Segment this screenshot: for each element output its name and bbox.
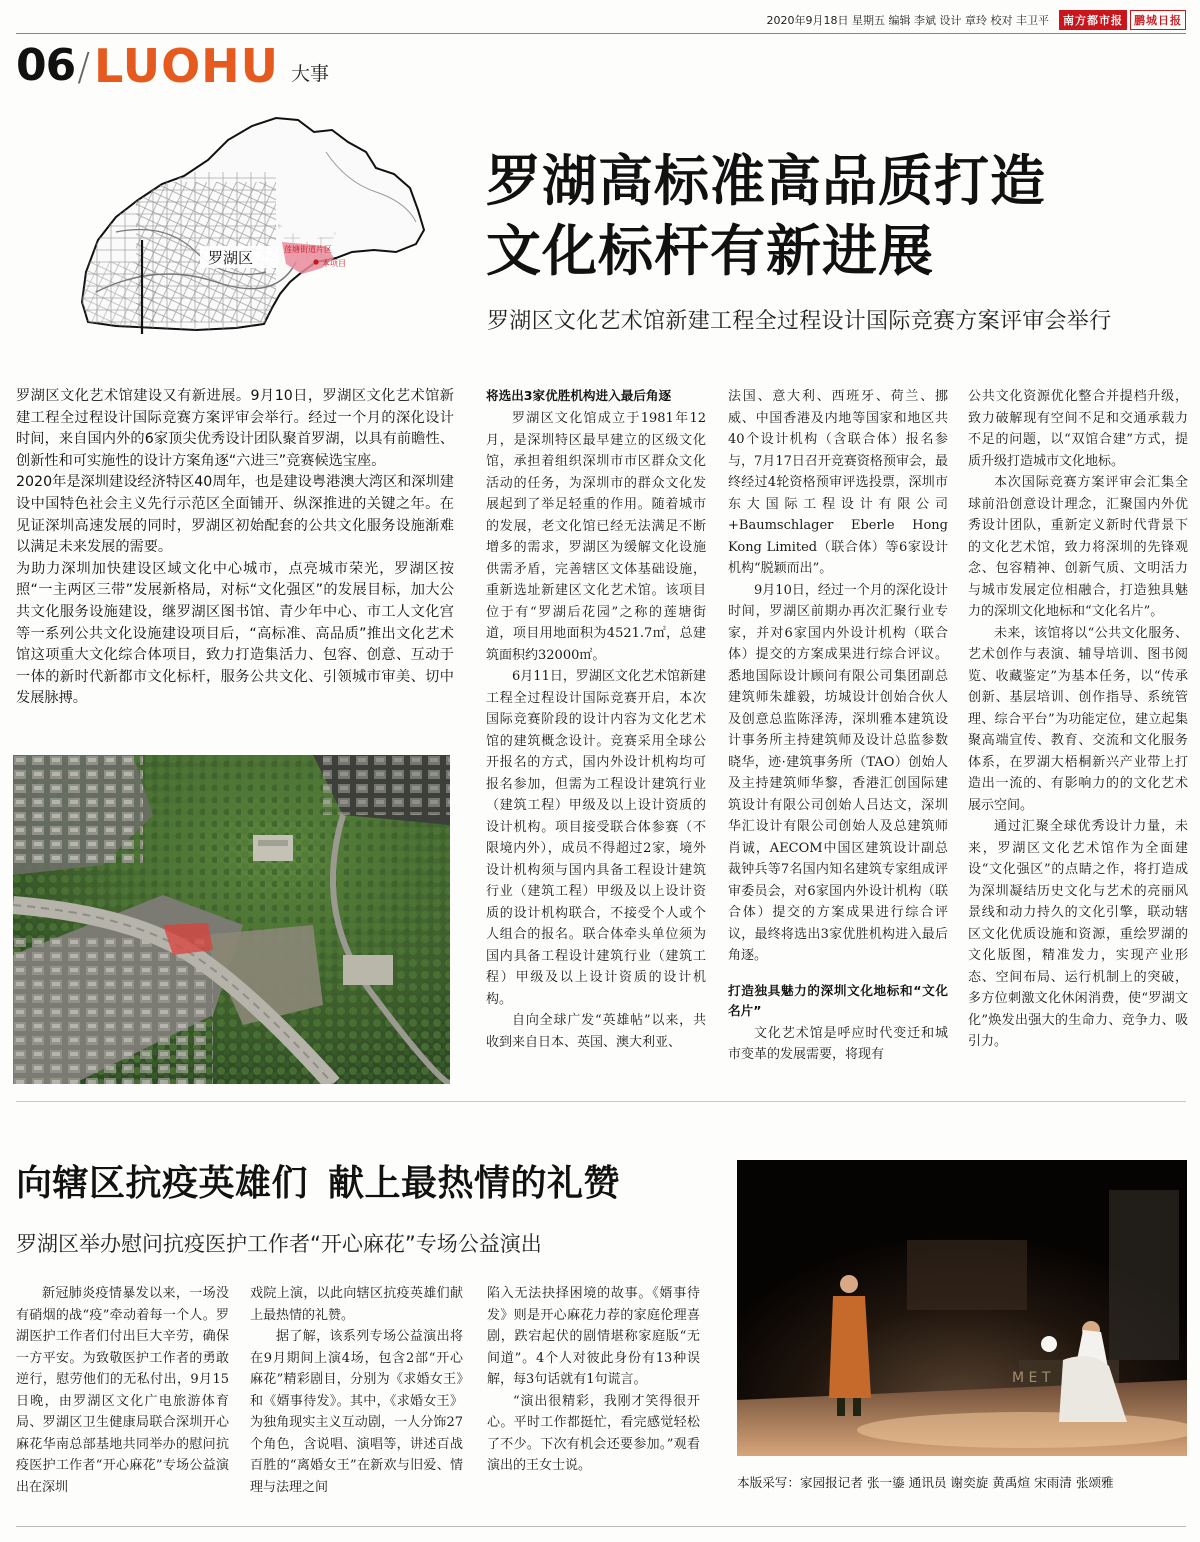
article2-column-1 (16, 1283, 229, 1498)
article2-column-3 (487, 1283, 700, 1477)
satellite-photo-graphic (13, 755, 450, 1084)
main-deck: 罗湖区文化艺术馆新建工程全过程设计国际竞赛方案评审会举行 (487, 309, 1112, 334)
article1-column-3 (968, 386, 1188, 1053)
body-paragraph: 自向全球广发“英雄帖”以来，共收到来自日本、英国、澳大利亚、 (486, 1013, 706, 1050)
district-map-graphic (76, 112, 436, 334)
article1-column-1 (486, 386, 706, 1053)
map-project-label: 本项目 (322, 259, 346, 268)
subhead-finalists: 将选出3家优胜机构进入最后角逐 (486, 388, 672, 403)
district-map (76, 112, 436, 334)
body-paragraph: 法国、意大利、西班牙、荷兰、挪威、中国香港及内地等国家和地区共40个设计机构（含联合体）报名参与，7月17日召开竞赛资格预审会，最终经过4轮资格预审评选投票，深圳市东大国际工程设计有限公司+Baumschlager Eberle Hong Kong Limited（联合体）等6家设计机构“脱颖而出”。 (728, 389, 948, 576)
body-paragraph: 陷入无法抉择困境的故事。《婿事待发》则是开心麻花力荐的家庭伦理喜剧，跌宕起伏的剧情堪称家庭版“无间道”。4个人对彼此身份有13种误解，每3句话就有1句谎言。 (487, 1286, 700, 1387)
masthead-info: 2020年9月18日 星期五 编辑 李斌 设计 章玲 校对 丰卫平 (766, 14, 1049, 27)
subhead-landmark: 打造独具魅力的深圳文化地标和“文化名片” (728, 982, 948, 1018)
bottom-divider (16, 1526, 1186, 1527)
top-divider (16, 33, 1186, 34)
lead-paragraph: 为助力深圳加快建设区域文化中心城市，点亮城市荣光，罗湖区按照“一主两区三带”发展新格局，对标“文化强区”的发展目标，加大公共文化服务设施建设，继罗湖区图书馆、青少年中心、市工人文化宫等一系列公共文化设施建设项目后，“高标准、高品质”推出文化艺术馆这项重大文化综合体项目，致力打造集活力、包容、创意、互动于一体的新时代新都市文化标杆，服务公共文化、引领城市审美、切中发展脉搏。 (16, 560, 454, 707)
article-divider (16, 1101, 1186, 1102)
article1-column-2 (728, 386, 948, 1066)
satellite-photo (13, 755, 450, 1084)
slash-divider: / (77, 45, 91, 89)
stage-photo (737, 1160, 1187, 1456)
lead-paragraph: 罗湖区文化艺术馆建设又有新进展。9月10日，罗湖区文化艺术馆新建工程全过程设计国际竞赛方案评审会举行。经过一个月的深化设计时间，来自国内外的6家顶尖优秀设计团队聚首罗湖，以具有前瞻性、创新性和可实施性的设计方案角逐“六进三”竞赛候选宝座。 (16, 388, 454, 469)
second-deck: 罗湖区举办慰问抗疫医护工作者“开心麻花”专场公益演出 (16, 1232, 542, 1256)
brand-logo (1059, 10, 1186, 30)
masthead-bar (16, 8, 1186, 32)
body-paragraph: 公共文化资源优化整合并提档升级，致力破解现有空间不足和交通承载力不足的问题，以“双馆合建”方式，提质升级打造城市文化地标。 (968, 389, 1188, 469)
body-paragraph: 据了解，该系列专场公益演出将在9月期间上演4场，包含2部“开心麻花”精彩剧目，分别为《求婚女王》和《婿事待发》。其中，《求婚女王》为独角现实主义互动剧，一人分饰27个角色，含说唱、演唱等，讲述百战百胜的“离婚女王”在新欢与旧爱、情理与法理之间 (250, 1329, 463, 1495)
body-paragraph: 9月10日，经过一个月的深化设计时间，罗湖区前期办再次汇聚行业专家，并对6家国内外设计机构（联合体）提交的方案成果进行综合评议。悉地国际设计顾问有限公司集团副总建筑师朱雄毅，坊城设计创始合伙人及创意总监陈泽涛，深圳雅本建筑设计事务所主持建筑师及设计总监参数晓华，迹·建筑事务所（TAO）创始人及主持建筑师华黎，香港汇创国际建筑设计有限公司创始人吕达文，深圳华汇设计有限公司创始人及总建筑师肖诚，AECOM中国区建筑设计副总裁钟兵等7名国内知名建筑专家组成评审委员会，对6家国内外设计机构（联合体）提交的方案成果进行综合评议，最终将选出3家优胜机构进入最后角逐。 (728, 582, 948, 963)
page-number: 06 (16, 40, 76, 91)
lead-paragraph: 2020年是深圳建设经济特区40周年，也是建设粤港澳大湾区和深圳建设中国特色社会主义先行示范区全面铺开、纵深推进的关键之年。在见证深圳高速发展的同时，罗湖区初始配套的公共文化服务设施渐难以满足未来发展的需要。 (16, 474, 454, 556)
map-area-label: 莲塘街道片区 (284, 245, 332, 254)
second-headline (16, 1162, 620, 1206)
reporter-credit: 本版采写：家园报记者 张一鎏 通讯员 谢奕旋 黄禹煊 宋雨清 张颂雅 (737, 1475, 1114, 1490)
paper-name: 南方都市报 (1059, 10, 1127, 30)
page-header (16, 38, 330, 93)
body-paragraph: 戏院上演，以此向辖区抗疫英雄们献上最热情的礼赞。 (250, 1286, 463, 1323)
subsection-title: 大事 (291, 63, 330, 85)
body-paragraph: “演出很精彩，我刚才笑得很开心。平时工作都挺忙，看完感觉轻松了不少。下次有机会还要参加。”观看演出的王女士说。 (487, 1393, 700, 1473)
body-paragraph: 未来，该馆将以“公共文化服务、艺术创作与表演、辅导培训、图书阅览、收藏鉴定”为基本任务，以“传承创新、基层培训、创作指导、系统管理、综合平台”为功能定位，建立起集聚高端宣传、教育、交流和文化服务体系，在罗湖大梧桐新兴产业带上打造出一流的、有影响力的的文化艺术展示空间。 (968, 625, 1188, 813)
body-paragraph: 新冠肺炎疫情暴发以来，一场没有硝烟的战“疫”牵动着每一个人。罗湖医护工作者们付出巨大辛劳，确保一方平安。为致敬医护工作者的勇敢逆行，慰劳他们的无私付出，9月15日晚，由罗湖区文化广电旅游体育局、罗湖区卫生健康局联合深圳开心麻花华南总部基地共同举办的慰问抗疫医护工作者“开心麻花”专场公益演出在深圳 (16, 1286, 229, 1495)
body-paragraph: 通过汇聚全球优秀设计力量，未来，罗湖区文化艺术馆作为全面建设“文化强区”的点睛之作，将打造成为深圳凝结历史文化与艺术的亮丽风景线和动力持久的文化引擎，联动辖区文化优质设施和资源，重绘罗湖的文化版图，精准发力，实现产业形态、空间布局、运行机制上的突破，多方位刺激文化休闲消费，使“罗湖文化”焕发出强大的生命力、竞争力、吸引力。 (968, 819, 1188, 1049)
body-paragraph: 6月11日，罗湖区文化艺术馆新建工程全过程设计国际竞赛开启，本次国际竞赛阶段的设计内容为文化艺术馆的建筑概念设计。竞赛采用全球公开报名的方式，国内外设计机构均可报名参加，但需为工程设计建筑行业（建筑工程）甲级及以上设计资质的设计机构。项目接受联合体参赛（不限境内外），成员不得超过2家，境外设计机构须与国内具备工程设计建筑行业（建筑工程）甲级及以上设计资质的设计机构联合，不接受个人或个人组合的报名。联合体牵头单位须为国内具备工程设计建筑行业（建筑工程）甲级及以上设计资质的设计机构。 (486, 669, 706, 1007)
body-paragraph: 罗湖区文化馆成立于1981年12月，是深圳特区最早建立的区级文化馆，承担着组织深圳市市区群众文化活动的任务，为深圳市的群众文化发展起到了举足轻重的作用。随着城市的发展，老文化馆已经无法满足不断增多的需求，罗湖区为缓解文化设施供需矛盾，完善辖区文体基础设施，重新选址新建区文化艺术馆。该项目位于有“罗湖后花园”之称的莲塘街道，项目用地面积为4521.7㎡，总建筑面积约32000㎡。 (486, 411, 706, 663)
second-headline-part-2: 献上最热情的礼赞 (328, 1163, 621, 1204)
actor-figure-left (829, 1275, 871, 1416)
stage-photo-graphic (737, 1160, 1187, 1456)
second-headline-part-1: 向辖区抗疫英雄们 (16, 1163, 309, 1204)
svg-text:M E T: M E T (1012, 1370, 1051, 1386)
main-headline (486, 146, 1186, 286)
section-title: LUOHU (94, 39, 280, 93)
body-paragraph: 文化艺术馆是呼应时代变迁和城市变革的发展需要，将现有 (728, 1025, 948, 1062)
headline-line-2: 文化标杆有新进展 (486, 219, 935, 283)
map-district-label: 罗湖区 (208, 249, 254, 267)
headline-line-1: 罗湖高标准高品质打造 (486, 149, 1047, 213)
article2-column-2 (250, 1283, 463, 1498)
lead-paragraphs (16, 386, 454, 710)
body-paragraph: 本次国际竞赛方案评审会汇集全球前沿创意设计理念，汇聚国内外优秀设计团队，重新定义新时代背景下的文化艺术馆，致力将深圳的先锋观念、包容精神、创新气质、文明活力与城市发展定位相融合，打造独具魅力的深圳文化地标和“文化名片”。 (968, 475, 1188, 619)
supplement-name: 鹏城日报 (1130, 10, 1186, 30)
